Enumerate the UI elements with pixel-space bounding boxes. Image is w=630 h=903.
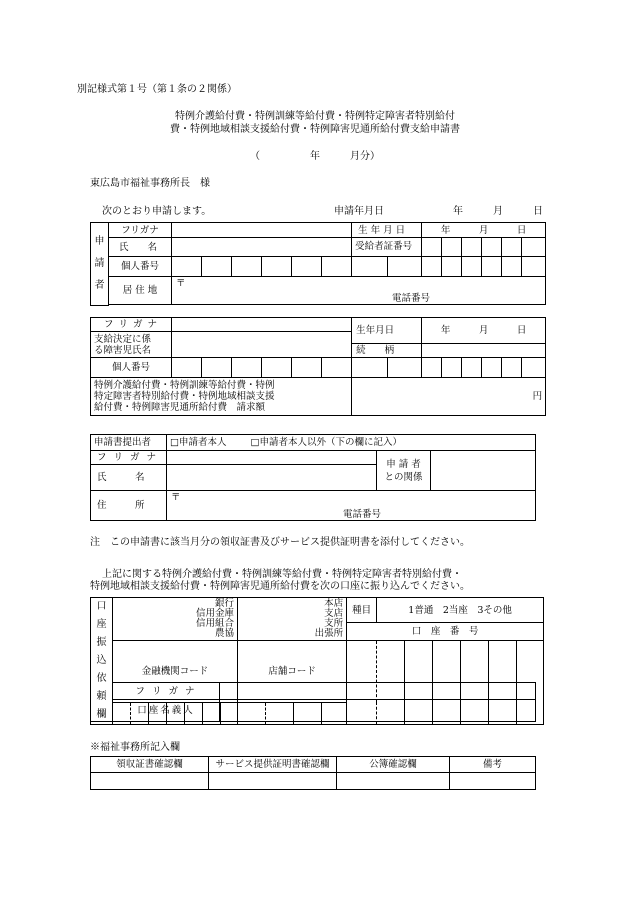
child-relation-input[interactable] (422, 344, 546, 358)
title-line-1: 特例介護給付費・特例訓練等給付費・特例特定障害者特別給付 (175, 111, 455, 122)
submitter-relation: 申 請 者 との関係 (377, 451, 431, 491)
addressee: 東広島市福祉事務所長 様 (90, 178, 210, 189)
submitter-options[interactable] (167, 435, 536, 451)
personal-digit[interactable] (292, 257, 322, 277)
office-receipt-field[interactable] (91, 773, 209, 790)
child-digit[interactable] (232, 358, 262, 378)
apply-date-units: 年 月 日 (453, 206, 543, 217)
applicant-address-input[interactable] (172, 277, 546, 305)
personal-digit[interactable] (352, 257, 388, 277)
child-furigana: フ リ ガ ナ (91, 318, 172, 332)
holder-furigana: フ リ ガ ナ (113, 683, 220, 700)
applicant-furigana-input[interactable] (172, 223, 352, 238)
child-digit[interactable] (202, 358, 232, 378)
bank-side-continued (91, 683, 113, 722)
branch-name-cell[interactable]: 本店 支店 支所 出張所 (238, 598, 347, 641)
personal-digit[interactable] (172, 257, 202, 277)
holder-name: 口座名義人 (113, 700, 220, 722)
submitter-postal: 〒 (171, 492, 181, 503)
cert-digit[interactable] (462, 238, 482, 257)
cert-digit[interactable] (442, 238, 462, 257)
child-digit[interactable] (422, 358, 442, 378)
personal-digit[interactable] (442, 257, 462, 277)
child-digit[interactable] (482, 358, 502, 378)
submitter-name: 氏 名 (91, 465, 167, 491)
child-digit[interactable] (388, 358, 422, 378)
child-digit[interactable] (172, 358, 202, 378)
submitter-table (90, 434, 536, 521)
child-birth-input[interactable]: 年 月 日 (422, 318, 546, 344)
personal-digit[interactable] (202, 257, 232, 277)
applicant-table-full (90, 222, 546, 306)
office-col-service: サービス提供証明書確認欄 (209, 757, 337, 773)
branch-code-label: 店舗コード (238, 641, 347, 703)
note: 注 この申請書に該当月分の領収証書及びサービス提供証明書を添付してください。 (90, 537, 470, 548)
child-digit[interactable] (322, 358, 352, 378)
personal-digit[interactable] (322, 257, 352, 277)
bank-side: 口座振込依頼欄 (91, 598, 113, 725)
period: （ 年 月分） (250, 151, 380, 162)
bank-code-label: 金融機関コード (113, 641, 238, 703)
personal-digit[interactable] (502, 257, 522, 277)
child-relation: 続 柄 (352, 344, 422, 358)
personal-digit[interactable] (388, 257, 422, 277)
office-heading: ※福祉事務所記入欄 (90, 742, 180, 753)
bank-name-cell[interactable]: 銀行 信用金庫 信用組合 農協 (113, 598, 238, 641)
submitter-furigana: フ リ ガ ナ (91, 451, 167, 465)
yen-unit: 円 (532, 391, 543, 402)
personal-digit[interactable] (232, 257, 262, 277)
submitter-name-input[interactable] (167, 465, 377, 491)
child-personal-no: 個人番号 (91, 358, 172, 378)
personal-digit[interactable] (422, 257, 442, 277)
submitter-address: 住 所 (91, 491, 167, 521)
submitter-address-input[interactable] (167, 491, 536, 521)
personal-digit[interactable] (522, 257, 546, 277)
claim-label: 特例介護給付費・特例訓練等給付費・特例 特定障害者特別給付費・特例地域相談支援 給付費・特例障害児通所給付費 請求額 (91, 378, 352, 416)
personal-digit[interactable] (462, 257, 482, 277)
office-remarks-field[interactable] (450, 773, 536, 790)
child-digit[interactable] (292, 358, 322, 378)
applicant-furigana: フリガナ (109, 223, 172, 238)
applicant-phone-label: 電話番号 (392, 293, 431, 304)
postal-mark: 〒 (176, 278, 186, 289)
bank-holder-table (90, 682, 536, 722)
form-number: 別記様式第１号（第１条の２関係） (77, 84, 237, 95)
applicant-personal-no: 個人番号 (109, 257, 172, 277)
submitter-phone-label: 電話番号 (343, 509, 382, 520)
applicant-name-input[interactable] (172, 238, 352, 257)
apply-date-label: 申請年月日 (334, 206, 384, 217)
office-service-field[interactable] (209, 773, 337, 790)
opt-other-checkbox[interactable]: □申請者本人以外（下の欄に記入） (250, 437, 403, 448)
applicant-birth-input[interactable]: 年 月 日 (422, 223, 546, 238)
child-table (90, 317, 546, 416)
office-col-receipt: 領収証書確認欄 (91, 757, 209, 773)
transfer-text-1: 上記に関する特例介護給付費・特例訓練等給付費・特例特定障害者特別給付費・ (102, 569, 462, 580)
office-col-registry: 公簿確認欄 (337, 757, 450, 773)
child-birth: 生年月日 (352, 318, 422, 344)
opt-self-checkbox[interactable]: □申請者本人 (170, 437, 227, 448)
personal-digit[interactable] (482, 257, 502, 277)
submitter-furigana-input[interactable] (167, 451, 377, 465)
submitter-label: 申請書提出者 (91, 435, 167, 451)
child-name-label: 支給決定に係 る障害児氏名 (91, 332, 172, 358)
transfer-text-2: 特例地域相談支援給付費・特例障害児通所給付費を次の口座に振り込んでください。 (90, 581, 470, 592)
holder-furigana-input[interactable] (220, 683, 536, 700)
applicant-cert-no: 受給者証番号 (352, 238, 422, 257)
cert-digit[interactable] (482, 238, 502, 257)
cert-digit[interactable] (422, 238, 442, 257)
child-digit[interactable] (522, 358, 546, 378)
child-digit[interactable] (502, 358, 522, 378)
child-digit[interactable] (262, 358, 292, 378)
applicant-birth: 生 年 月 日 (352, 223, 422, 238)
type-options[interactable]: 1普通 2当座 3その他 (377, 598, 544, 623)
type-label: 種目 (347, 598, 377, 623)
cert-digit[interactable] (502, 238, 522, 257)
applicant-name: 氏 名 (109, 238, 172, 257)
intro-text: 次のとおり申請します。 (102, 206, 212, 217)
child-digit[interactable] (352, 358, 388, 378)
child-name-input[interactable] (172, 332, 352, 358)
personal-digit[interactable] (262, 257, 292, 277)
cert-digit[interactable] (522, 238, 546, 257)
title-line-2: 費・特例地域相談支援給付費・特例障害児通所給付費支給申請書 (170, 124, 460, 135)
claim-amount-input[interactable] (352, 378, 546, 416)
submitter-relation-input[interactable] (431, 451, 536, 491)
holder-name-input[interactable] (220, 700, 536, 722)
child-digit[interactable] (462, 358, 482, 378)
acct-no-label: 口 座 番 号 (347, 623, 544, 641)
office-table (90, 756, 536, 790)
child-digit[interactable] (442, 358, 462, 378)
applicant-address: 居 住 地 (109, 277, 172, 305)
applicant-side: 申請者 (91, 223, 109, 306)
child-furigana-input[interactable] (172, 318, 352, 332)
office-registry-field[interactable] (337, 773, 450, 790)
office-col-remarks: 備考 (450, 757, 536, 773)
